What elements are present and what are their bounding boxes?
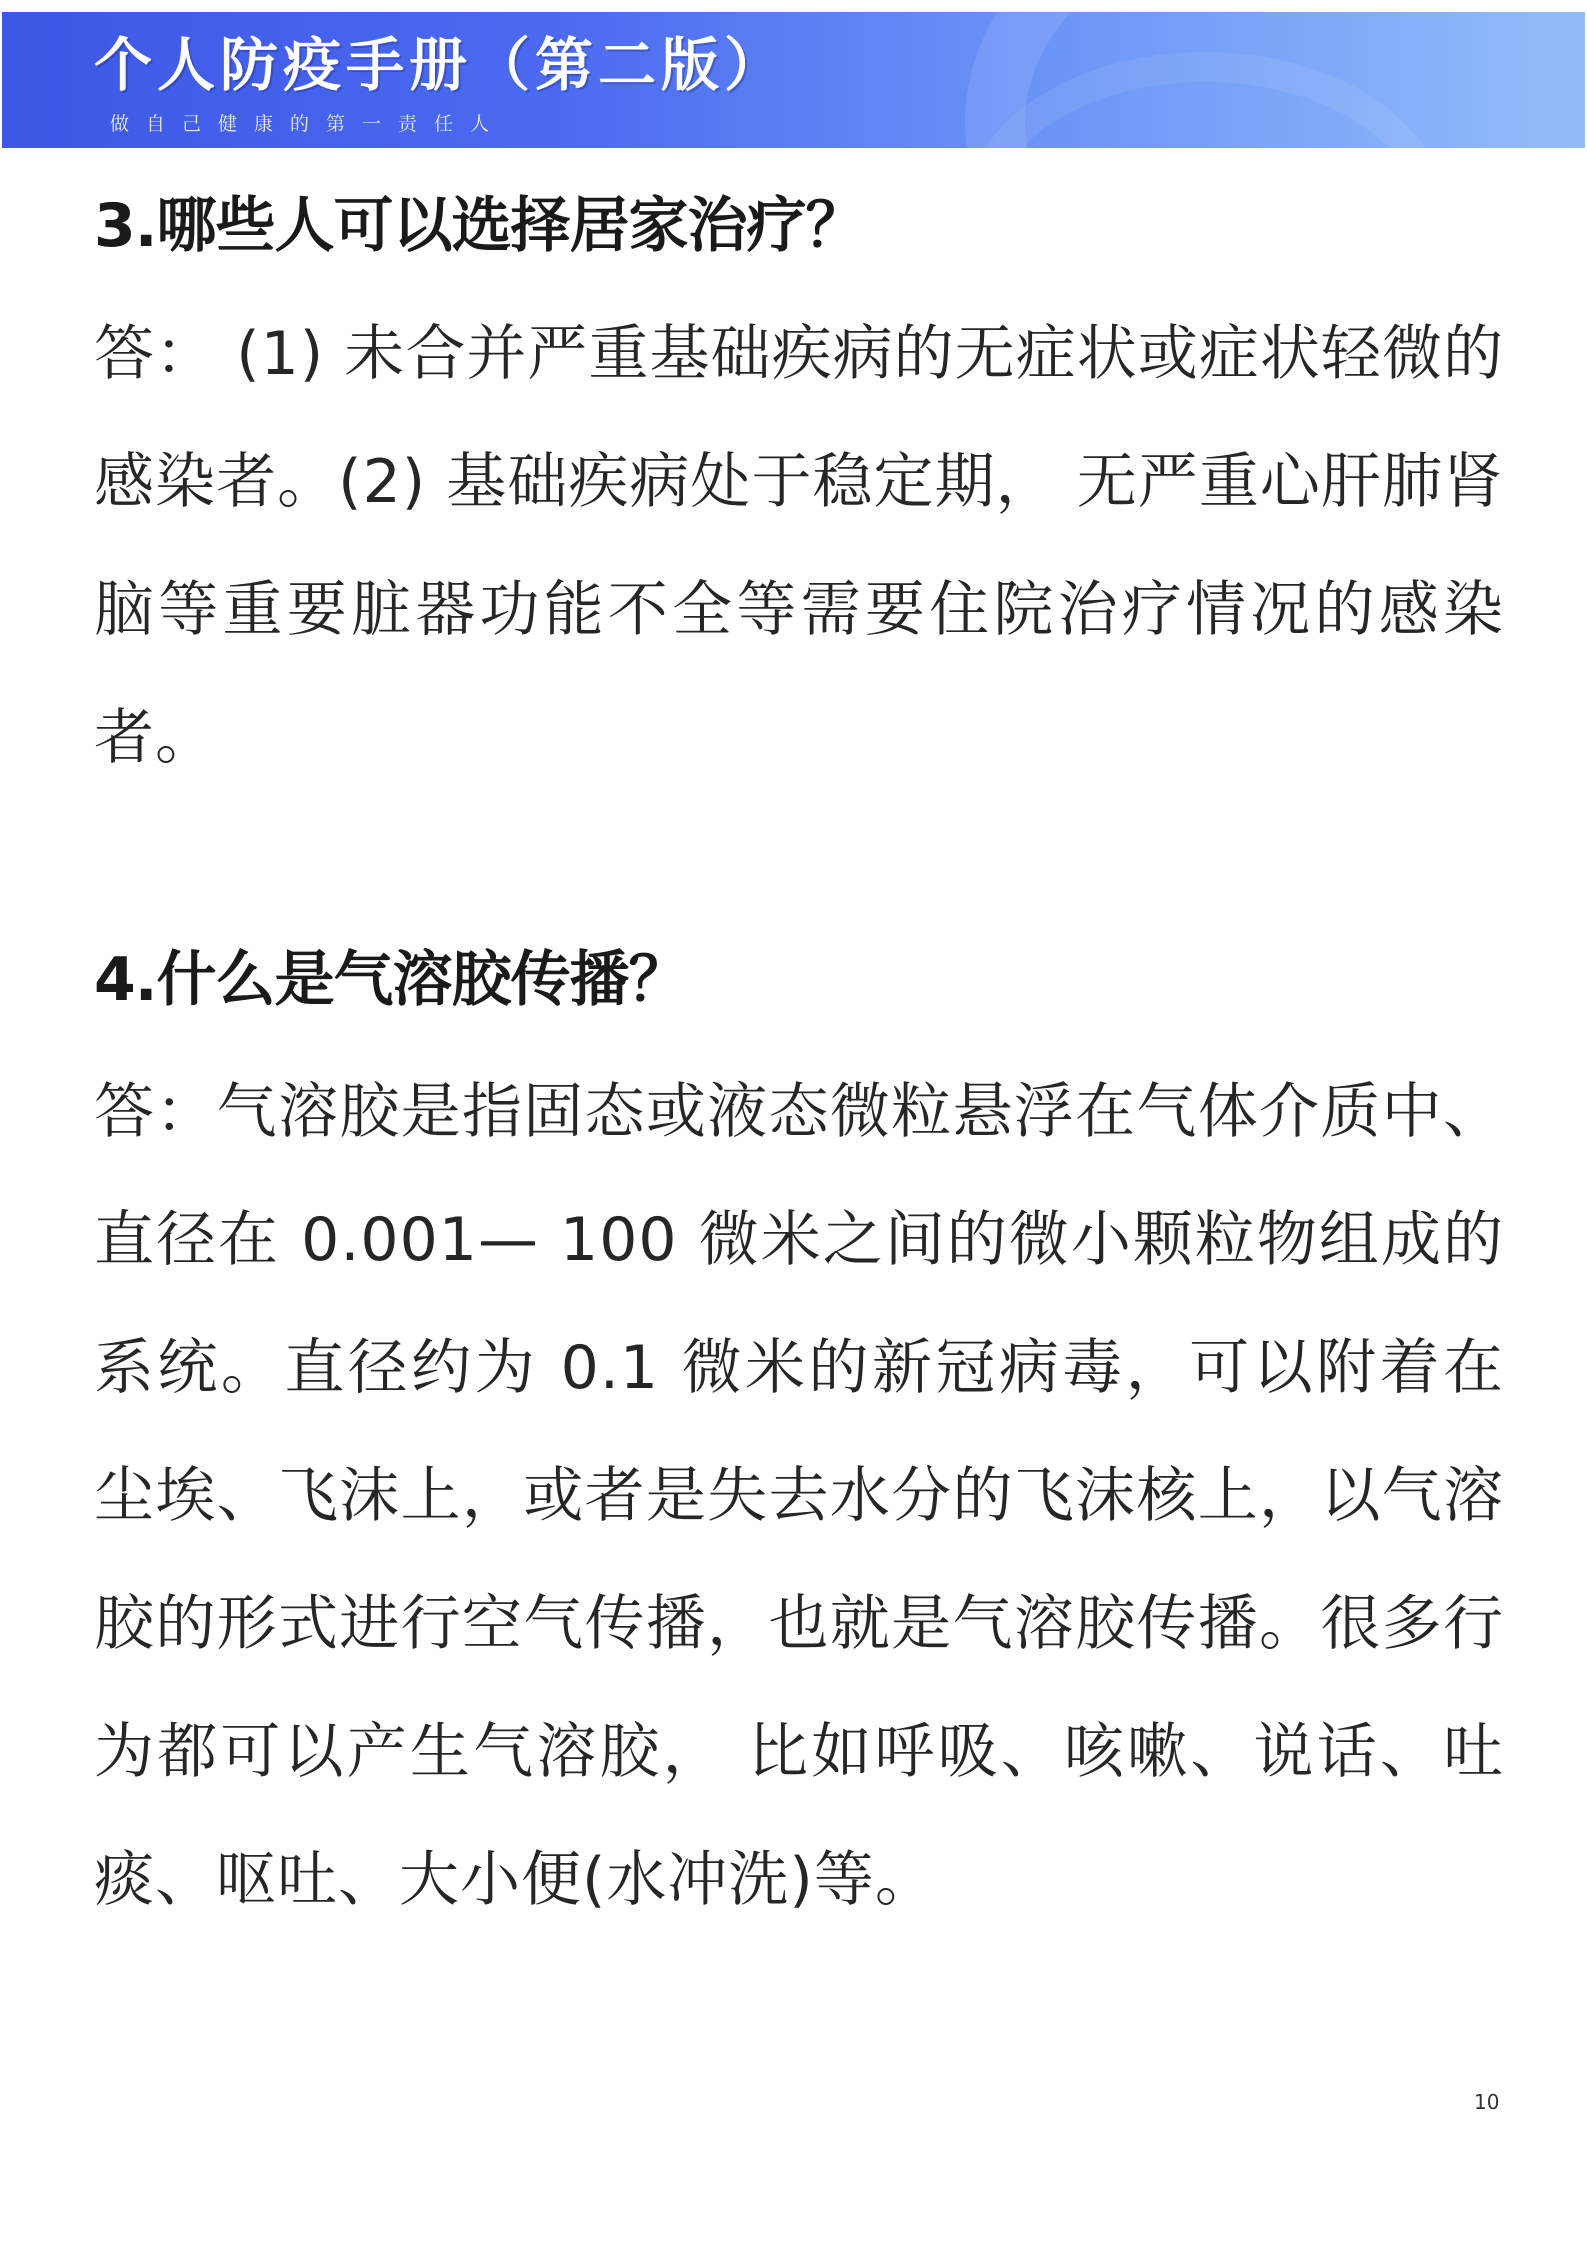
question-heading: 3.哪些人可以选择居家治疗？ — [94, 191, 865, 261]
page-number: 10 — [1474, 2090, 1500, 2114]
answer-paragraph: 答： (1) 未合并严重基础疾病的无症状或症状轻微的感染者。(2) 基础疾病处于稳定期， 无严重心肝肺肾脑等重要脏器功能不全等需要住院治疗情况的感染者。 — [94, 319, 1504, 773]
document-subtitle: 做自己健康的第一责任人 — [110, 113, 507, 135]
header-banner — [2, 12, 1585, 148]
question-heading: 4.什么是气溶胶传播？ — [94, 945, 688, 1015]
answer-paragraph: 答：气溶胶是指固态或液态微粒悬浮在气体介质中、直径在 0.001— 100 微米之间的微小颗粒物组成的系统。直径约为 0.1 微米的新冠病毒，可以附着在尘埃、飞沫上，或者是失去水分的飞沫核上，以气溶胶的形式进行空气传播，也就是气溶胶传播。很多行为都可以产生气溶胶， 比如呼吸、咳嗽、说话、吐痰、呕吐、大小便(水冲洗)等。 — [94, 1077, 1504, 1915]
document-title: 个人防疫手册（第二版） — [94, 31, 788, 99]
